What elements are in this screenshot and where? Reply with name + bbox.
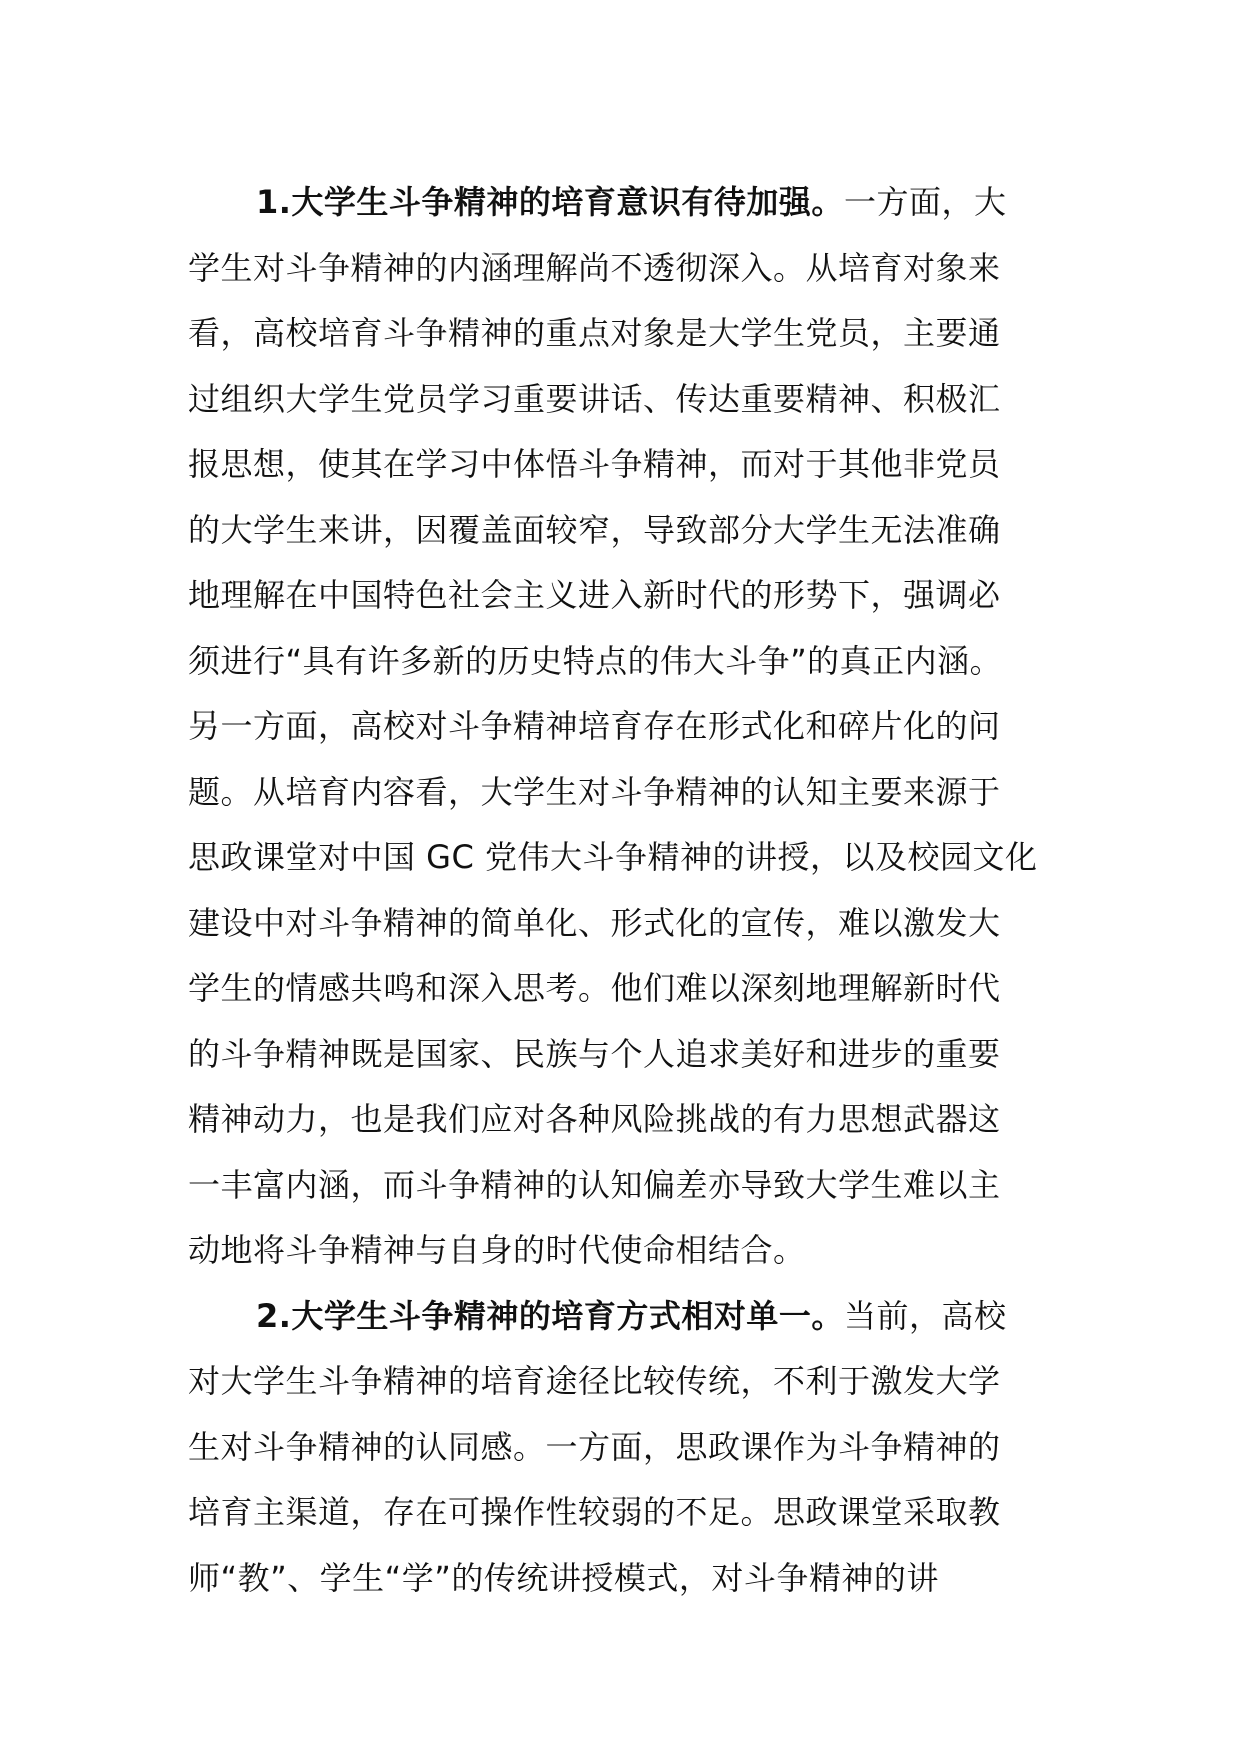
paragraph-line: 精神动力，也是我们应对各种风险挑战的有力思想武器这 xyxy=(188,1100,1001,1138)
paragraph-line: 题。从培育内容看，大学生对斗争精神的认知主要来源于 xyxy=(188,772,1001,811)
paragraph-line: 学生的情感共鸣和深入思考。他们难以深刻地理解新时代 xyxy=(188,969,1001,1007)
paragraph-line: 生对斗争精神的认同感。一方面，思政课作为斗争精神的 xyxy=(188,1427,1001,1466)
paragraph-line: 过组织大学生党员学习重要讲话、传达重要精神、积极汇 xyxy=(188,379,1001,418)
paragraph-line: 思政课堂对中国 GC 党伟大斗争精神的讲授，以及校园文化 xyxy=(188,838,1038,876)
paragraph-2 xyxy=(188,1284,1060,1612)
paragraph-line: 报思想，使其在学习中体悟斗争精神，而对于其他非党员 xyxy=(188,445,1001,483)
paragraph-line: 看，高校培育斗争精神的重点对象是大学生党员，主要通 xyxy=(188,314,1001,352)
paragraph-line: 一丰富内涵，而斗争精神的认知偏差亦导致大学生难以主 xyxy=(188,1165,1001,1204)
paragraph-line: 动地将斗争精神与自身的时代使命相结合。 xyxy=(188,1231,806,1269)
section-heading: 2.大学生斗争精神的培育方式相对单一。 xyxy=(256,1296,844,1335)
paragraph-1 xyxy=(188,170,1060,1284)
paragraph-line xyxy=(188,170,1060,236)
paragraph-line xyxy=(188,1284,1060,1350)
paragraph-line: 地理解在中国特色社会主义进入新时代的形势下，强调必 xyxy=(188,576,1001,614)
paragraph-line: 学生对斗争精神的内涵理解尚不透彻深入。从培育对象来 xyxy=(188,248,1001,287)
paragraph-line: 培育主渠道，存在可操作性较弱的不足。思政课堂采取教 xyxy=(188,1493,1001,1531)
document-body xyxy=(188,170,1060,1611)
body-text: 一方面，大 xyxy=(843,183,1007,221)
paragraph-line: 另一方面，高校对斗争精神培育存在形式化和碎片化的问 xyxy=(188,707,1001,745)
paragraph-line: 师“教”、学生“学”的传统讲授模式，对斗争精神的讲 xyxy=(188,1558,939,1597)
paragraph-line: 建设中对斗争精神的简单化、形式化的宣传，难以激发大 xyxy=(188,903,1001,942)
paragraph-line: 的大学生来讲，因覆盖面较窄，导致部分大学生无法准确 xyxy=(188,510,1001,549)
paragraph-line: 对大学生斗争精神的培育途径比较传统，不利于激发大学 xyxy=(188,1362,1001,1400)
body-text: 当前，高校 xyxy=(843,1296,1007,1335)
section-heading: 1.大学生斗争精神的培育意识有待加强。 xyxy=(256,183,844,221)
paragraph-line: 须进行“具有许多新的历史特点的伟大斗争”的真正内涵。 xyxy=(188,641,1003,680)
paragraph-line: 的斗争精神既是国家、民族与个人追求美好和进步的重要 xyxy=(188,1034,1001,1073)
